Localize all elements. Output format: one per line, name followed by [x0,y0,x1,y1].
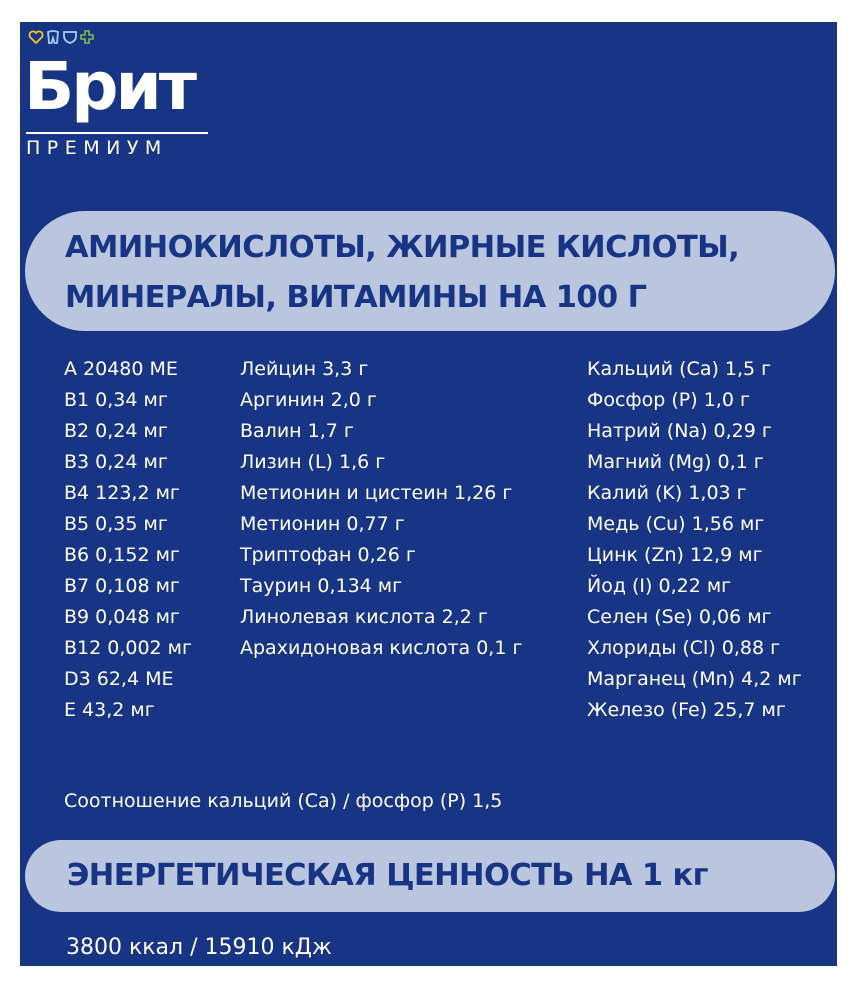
list-item: Лизин (L) 1,6 г [240,451,386,473]
list-item: Лейцин 3,3 г [240,358,369,380]
heart-icon [28,29,44,45]
list-item: Арахидоновая кислота 0,1 г [240,637,523,659]
vitamins-column [64,354,192,726]
brand-subtitle: ПРЕМИУМ [26,137,168,159]
list-item: Метионин и цистеин 1,26 г [240,482,513,504]
list-item: Линолевая кислота 2,2 г [240,606,488,628]
list-item: Калий (K) 1,03 г [587,482,747,504]
list-item: B3 0,24 мг [64,451,168,473]
list-item: B9 0,048 мг [64,606,180,628]
list-item: B7 0,108 мг [64,575,180,597]
list-item: Аргинин 2,0 г [240,389,377,411]
section-title-line1: АМИНОКИСЛОТЫ, ЖИРНЫЕ КИСЛОТЫ, [65,230,740,265]
list-item: Таурин 0,134 мг [240,575,403,597]
list-item: D3 62,4 МЕ [64,668,174,690]
minerals-column [587,354,802,726]
list-item: Триптофан 0,26 г [240,544,416,566]
list-item: B1 0,34 мг [64,389,168,411]
list-item: E 43,2 мг [64,699,155,721]
plus-icon [79,29,95,45]
list-item: Хлориды (Cl) 0,88 г [587,637,781,659]
list-item: B4 123,2 мг [64,482,180,504]
shield-icon [62,29,78,45]
list-item: B5 0,35 мг [64,513,168,535]
list-item: Магний (Mg) 0,1 г [587,451,764,473]
list-item: Марганец (Mn) 4,2 мг [587,668,802,690]
list-item: Йод (I) 0,22 мг [587,575,732,597]
section-header-nutrients [25,211,835,331]
list-item: B12 0,002 мг [64,637,192,659]
list-item: Кальций (Ca) 1,5 г [587,358,772,380]
amino-acids-column [240,354,522,664]
list-item: Натрий (Na) 0,29 г [587,420,772,442]
list-item: Фосфор (P) 1,0 г [587,389,750,411]
list-item: Цинк (Zn) 12,9 мг [587,544,763,566]
tooth-icon [45,29,61,45]
logo-icons [28,29,95,45]
list-item: Валин 1,7 г [240,420,354,442]
nutrition-panel [20,22,837,966]
list-item: Селен (Se) 0,06 мг [587,606,772,628]
energy-value: 3800 ккал / 15910 кДж [66,935,332,960]
list-item: B2 0,24 мг [64,420,168,442]
section-title-line2: МИНЕРАЛЫ, ВИТАМИНЫ НА 100 Г [65,280,647,315]
list-item: B6 0,152 мг [64,544,180,566]
list-item: Железо (Fe) 25,7 мг [587,699,786,721]
list-item: A 20480 МЕ [64,358,178,380]
list-item: Метионин 0,77 г [240,513,405,535]
list-item: Медь (Cu) 1,56 мг [587,513,765,535]
brand-logo: Брит [24,48,195,125]
section-header-energy: ЭНЕРГЕТИЧЕСКАЯ ЦЕННОСТЬ НА 1 кг [25,840,835,912]
brand-divider [26,132,208,134]
calcium-phosphorus-ratio: Соотношение кальций (Ca) / фосфор (P) 1,5 [64,790,503,812]
